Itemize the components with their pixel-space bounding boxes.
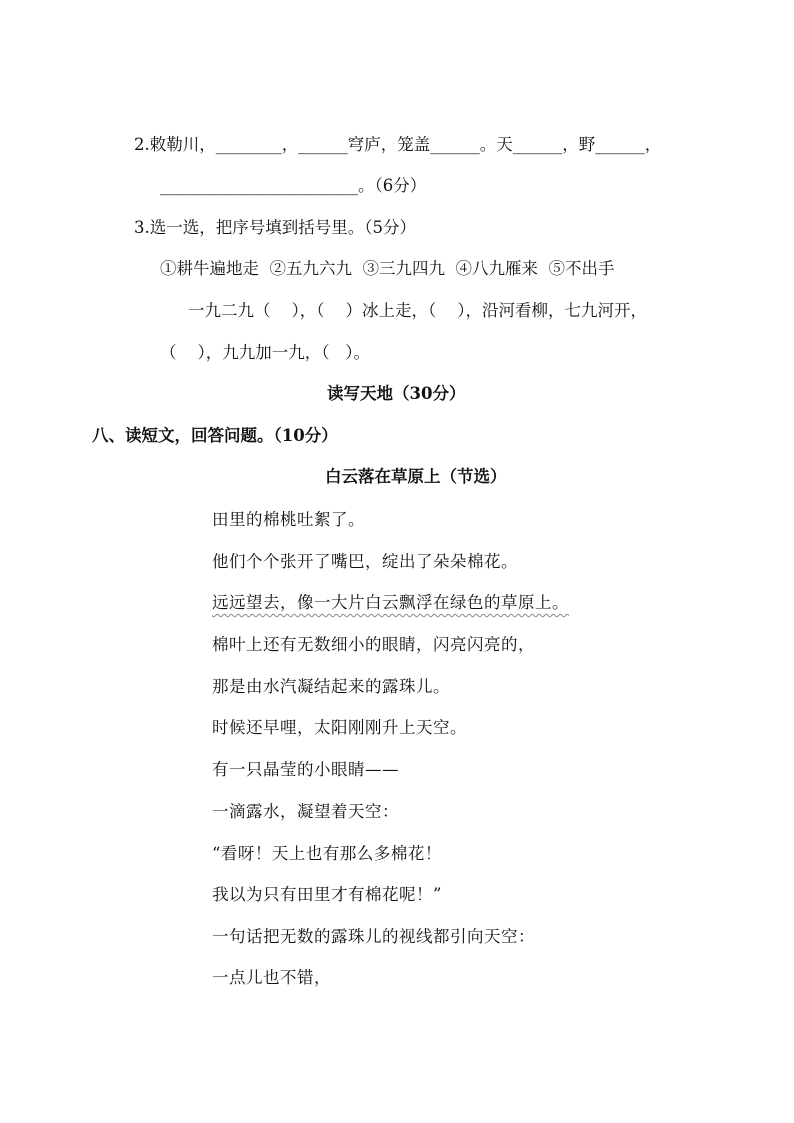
passage-line: “看呀！天上也有那么多棉花！ (212, 844, 442, 863)
passage-line: 田里的棉桃吐絮了。 (212, 510, 365, 529)
question-3-fill-line-1: 一九二九（ ），（ ）冰上走，（ ），沿河看柳，七九河开， (188, 301, 647, 320)
passage-line-underlined: 远远望去，像一大片白云飘浮在绿色的草原上。 (212, 593, 569, 612)
passage-line: 我以为只有田里才有棉花呢！” (212, 885, 442, 904)
question-2-line-2: ________________________。（6分） (160, 176, 427, 195)
question-3-options: ①耕牛遍地走 ②五九六九 ③三九四九 ④八九雁来 ⑤不出手 (160, 259, 615, 278)
question-3-fill-line-2: （ ），九九加一九，（ ）。 (160, 343, 370, 362)
passage-line: 一句话把无数的露珠儿的视线都引向天空： (212, 927, 535, 946)
question-2-line-1: 2.敕勒川，________，______穹庐，笼盖______。天______，野______， (134, 135, 662, 154)
passage-title: 白云落在草原上（节选） (325, 467, 507, 486)
question-3-prompt: 3.选一选，把序号填到括号里。（5分） (134, 218, 416, 237)
passage-line: 他们个个张开了嘴巴，绽出了朵朵棉花。 (212, 552, 518, 571)
passage-line: 一滴露水，凝望着天空： (212, 802, 399, 821)
passage-line: 有一只晶莹的小眼睛—— (212, 760, 399, 779)
passage-line: 时候还早哩，太阳刚刚升上天空。 (212, 718, 467, 737)
question-8-prompt: 八、读短文，回答问题。（10分） (92, 426, 338, 445)
section-title: 读写天地（30分） (327, 384, 466, 403)
passage-line: 一点儿也不错， (212, 968, 331, 987)
passage-line: 那是由水汽凝结起来的露珠儿。 (212, 677, 450, 696)
passage-line: 棉叶上还有无数细小的眼睛，闪亮闪亮的， (212, 635, 535, 654)
